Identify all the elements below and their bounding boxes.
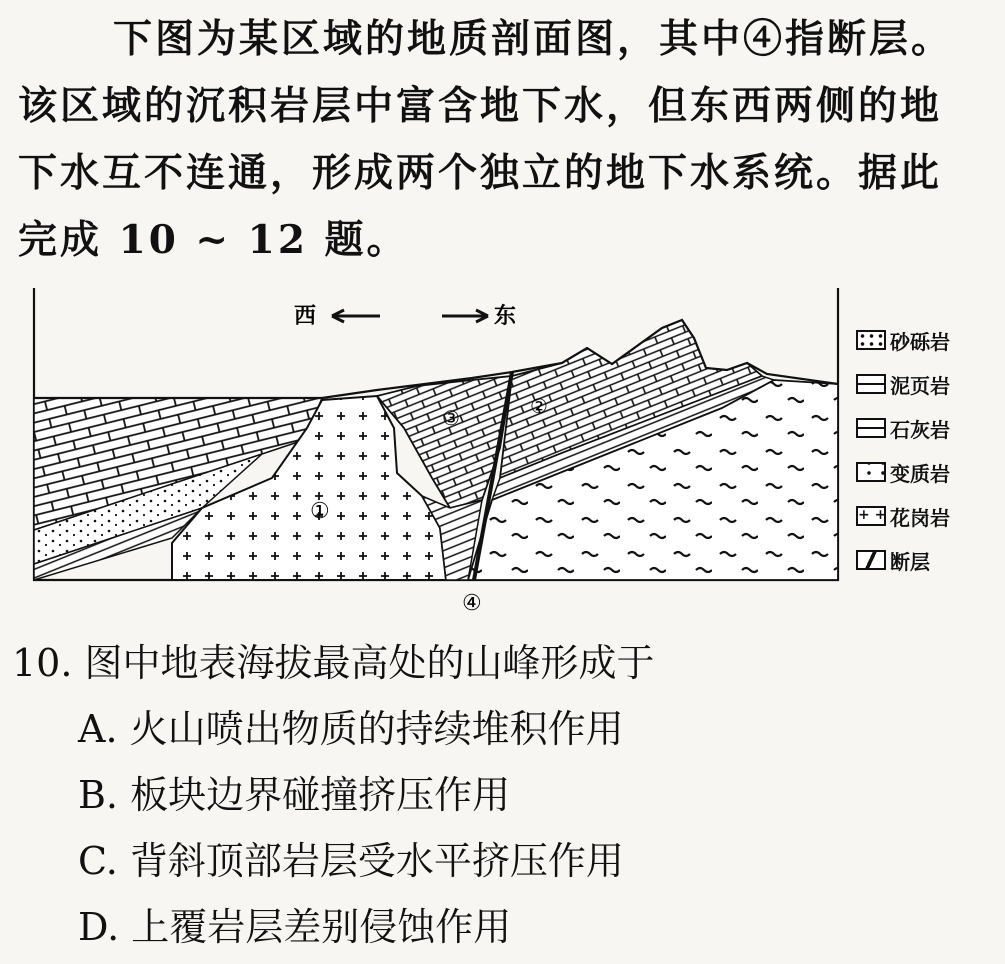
east-label: 东 — [494, 303, 517, 329]
intro-line-3: 下水互不连通，形成两个独立的地下水系统。据此 — [18, 150, 943, 196]
option-a[interactable]: A. 火山喷出物质的持续堆积作用 — [78, 707, 624, 751]
legend-item-gravel — [856, 318, 1005, 362]
intro-paragraph — [18, 6, 998, 274]
legend-item-granite — [856, 494, 1005, 538]
legend-label: 石灰岩 — [890, 417, 950, 442]
legend-label: 断层 — [890, 549, 930, 574]
marker-1: ① — [310, 499, 330, 524]
legend-label: 花岗岩 — [890, 505, 950, 530]
granite-icon: + + — [856, 506, 886, 526]
marker-2: ② — [530, 394, 548, 418]
legend-item-metamorphic — [856, 450, 1005, 494]
east-arrow-icon — [442, 310, 488, 322]
question-10 — [12, 630, 992, 960]
shale-icon — [856, 374, 886, 394]
fault-icon — [856, 550, 886, 570]
legend-label: 砂砾岩 — [890, 329, 950, 354]
question-stem: 10. 图中地表海拔最高处的山峰形成于 — [12, 641, 655, 685]
legend-label: 泥页岩 — [890, 373, 950, 398]
legend-item-shale — [856, 362, 1005, 406]
geologic-cross-section — [22, 268, 982, 618]
intro-line-2: 该区域的沉积岩层中富含地下水，但东西两侧的地 — [18, 83, 943, 129]
direction-indicator — [294, 303, 516, 329]
gravel-icon — [856, 330, 886, 350]
legend-item-limestone — [856, 406, 1005, 450]
option-b[interactable]: B. 板块边界碰撞挤压作用 — [78, 773, 511, 817]
west-label: 西 — [294, 303, 317, 329]
metamorphic-icon — [856, 462, 886, 482]
legend-label: 变质岩 — [890, 461, 950, 486]
limestone-icon — [856, 418, 886, 438]
option-d[interactable]: D. 上覆岩层差别侵蚀作用 — [78, 905, 512, 949]
marker-4: ④ — [462, 591, 482, 616]
intro-line-1: 下图为某区域的地质剖面图，其中④指断层。 — [113, 16, 954, 62]
legend-item-fault — [856, 538, 1005, 582]
west-arrow-icon — [332, 310, 380, 322]
intro-line-4: 完成 10 ~ 12 题。 — [18, 217, 409, 263]
option-c[interactable]: C. 背斜顶部岩层受水平挤压作用 — [78, 839, 624, 883]
marker-3: ③ — [442, 406, 460, 430]
legend — [856, 318, 1005, 582]
